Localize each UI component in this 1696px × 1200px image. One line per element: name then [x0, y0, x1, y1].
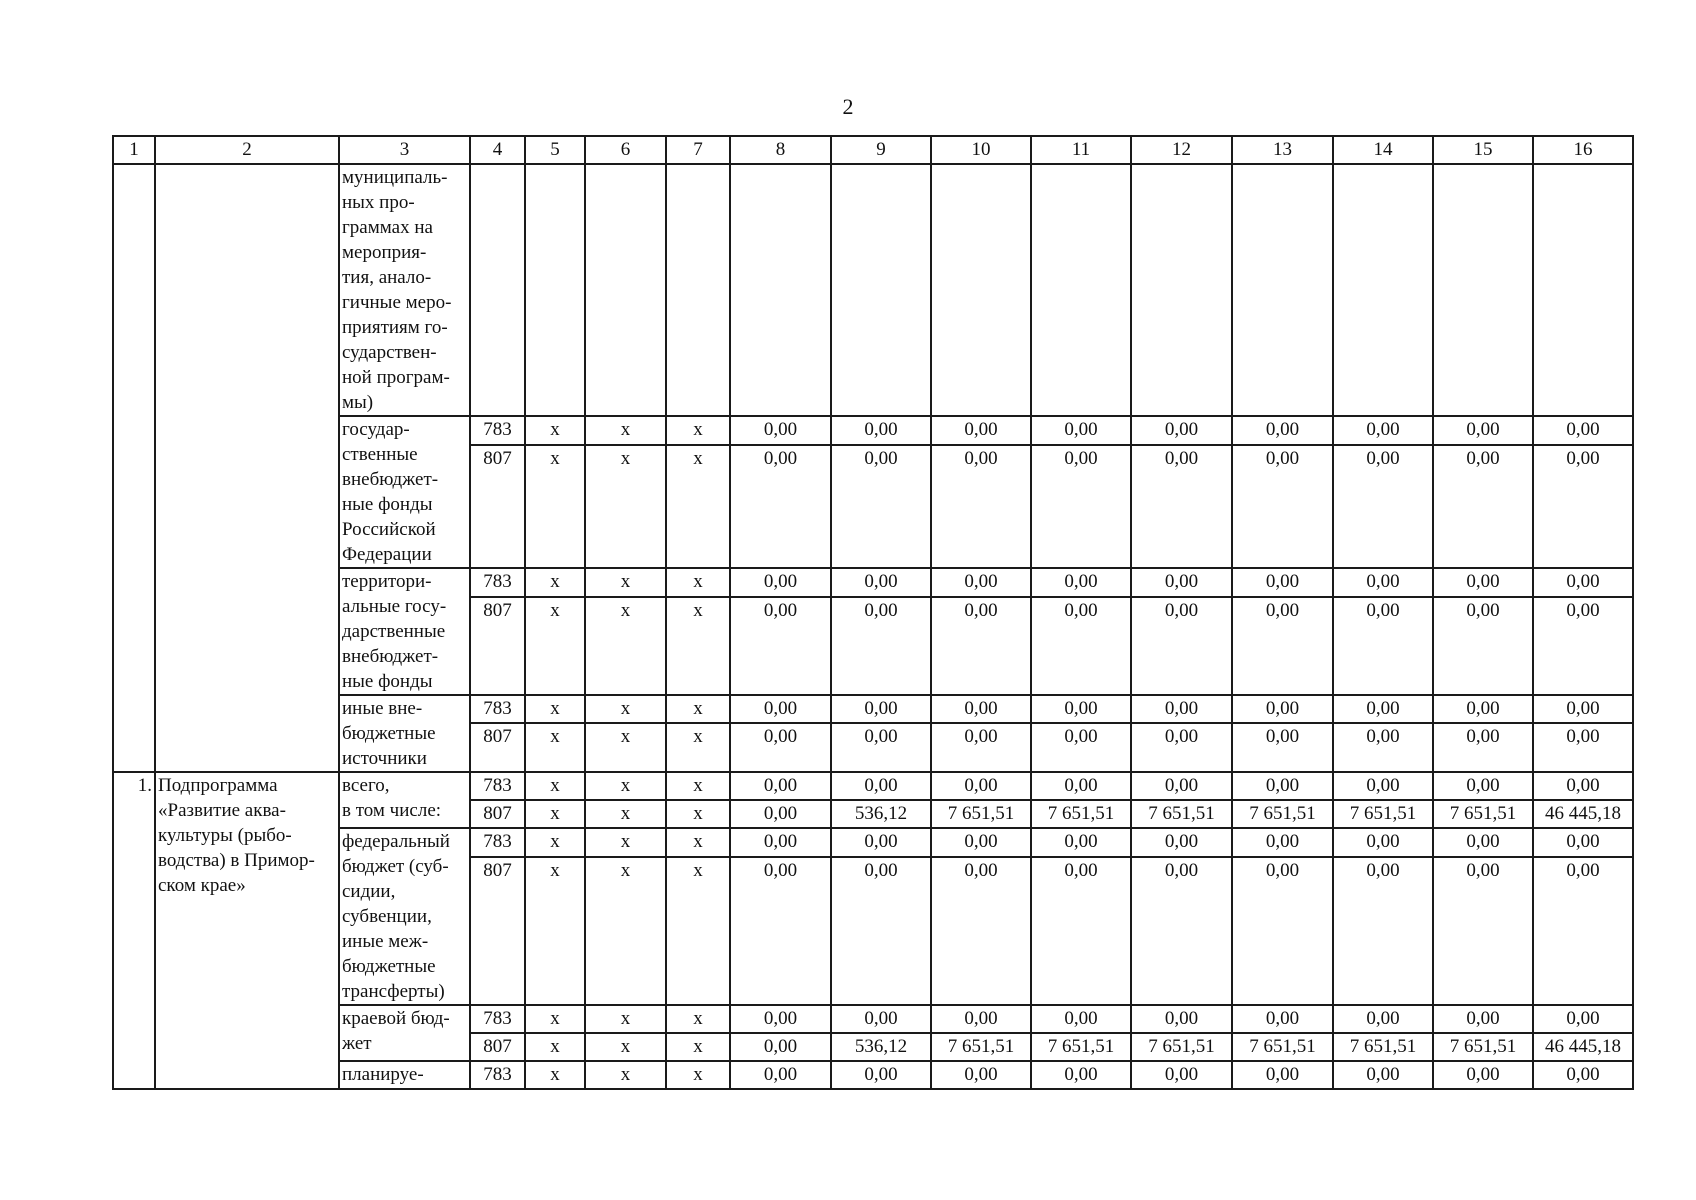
column-header: 14 [1333, 136, 1433, 164]
amount-cell: 0,00 [1031, 416, 1131, 445]
marker-cell: x [585, 772, 666, 800]
amount-cell: 0,00 [1433, 568, 1533, 597]
amount-cell: 0,00 [1533, 772, 1633, 800]
amount-cell: 0,00 [1131, 1061, 1232, 1089]
source-label-cell: территори- альные госу- дарственные внебюджет- ные фонды [339, 568, 470, 695]
marker-cell: x [525, 568, 585, 597]
amount-cell: 0,00 [1533, 568, 1633, 597]
budget-code-cell: 783 [470, 828, 525, 857]
budget-table [112, 135, 1634, 1090]
amount-cell: 0,00 [1433, 416, 1533, 445]
amount-cell: 7 651,51 [1333, 800, 1433, 828]
column-header: 8 [730, 136, 831, 164]
marker-cell: x [585, 800, 666, 828]
amount-cell: 0,00 [1533, 1005, 1633, 1033]
amount-cell: 7 651,51 [1131, 800, 1232, 828]
amount-cell: 0,00 [1131, 597, 1232, 695]
amount-cell: 0,00 [1333, 1005, 1433, 1033]
amount-cell: 0,00 [1333, 416, 1433, 445]
marker-cell: x [666, 800, 730, 828]
amount-cell: 0,00 [1333, 723, 1433, 772]
marker-cell: x [525, 695, 585, 723]
column-header: 5 [525, 136, 585, 164]
amount-cell: 0,00 [1433, 1005, 1533, 1033]
column-header: 12 [1131, 136, 1232, 164]
amount-cell: 7 651,51 [1031, 1033, 1131, 1061]
marker-cell: x [666, 416, 730, 445]
amount-cell: 536,12 [831, 1033, 931, 1061]
amount-cell [1533, 164, 1633, 416]
amount-cell: 0,00 [1131, 416, 1232, 445]
amount-cell: 0,00 [931, 445, 1031, 568]
amount-cell: 0,00 [1232, 1005, 1333, 1033]
amount-cell: 0,00 [1333, 597, 1433, 695]
column-header: 9 [831, 136, 931, 164]
amount-cell: 0,00 [831, 857, 931, 1005]
amount-cell [1232, 164, 1333, 416]
source-label-cell: муниципаль- ных про- граммах на мероприя- тия, анало- гичные меро- приятиям го- сударствен- ной програм- мы) [339, 164, 470, 416]
amount-cell: 0,00 [1031, 597, 1131, 695]
amount-cell: 0,00 [1131, 568, 1232, 597]
amount-cell: 0,00 [1433, 597, 1533, 695]
amount-cell: 0,00 [730, 828, 831, 857]
amount-cell: 0,00 [1232, 857, 1333, 1005]
source-label-cell: краевой бюд- жет [339, 1005, 470, 1061]
program-name-cell: Подпрограмма «Развитие аква- культуры (рыбо- водства) в Примор- ском крае» [155, 772, 339, 1089]
row-number-cell [113, 164, 155, 772]
marker-cell: x [585, 1061, 666, 1089]
amount-cell: 0,00 [1333, 772, 1433, 800]
amount-cell: 46 445,18 [1533, 1033, 1633, 1061]
amount-cell: 0,00 [1232, 1061, 1333, 1089]
marker-cell: x [666, 772, 730, 800]
amount-cell: 0,00 [931, 416, 1031, 445]
marker-cell: x [666, 597, 730, 695]
amount-cell [666, 164, 730, 416]
amount-cell: 7 651,51 [1031, 800, 1131, 828]
amount-cell: 0,00 [1131, 695, 1232, 723]
marker-cell: x [525, 828, 585, 857]
amount-cell: 0,00 [730, 597, 831, 695]
amount-cell: 0,00 [730, 416, 831, 445]
marker-cell: x [585, 857, 666, 1005]
source-label-cell: федеральный бюджет (суб- сидии, субвенции, иные меж- бюджетные трансферты) [339, 828, 470, 1005]
amount-cell: 0,00 [1031, 857, 1131, 1005]
amount-cell: 7 651,51 [1333, 1033, 1433, 1061]
amount-cell: 0,00 [1333, 445, 1433, 568]
amount-cell: 0,00 [730, 445, 831, 568]
amount-cell: 0,00 [730, 857, 831, 1005]
amount-cell [525, 164, 585, 416]
amount-cell: 0,00 [1333, 695, 1433, 723]
amount-cell: 0,00 [1232, 445, 1333, 568]
amount-cell: 0,00 [1232, 695, 1333, 723]
marker-cell: x [666, 828, 730, 857]
amount-cell: 0,00 [1533, 1061, 1633, 1089]
amount-cell: 0,00 [931, 828, 1031, 857]
marker-cell: x [585, 597, 666, 695]
table-row [113, 416, 1633, 445]
amount-cell: 0,00 [831, 723, 931, 772]
amount-cell: 0,00 [931, 695, 1031, 723]
amount-cell: 0,00 [1433, 857, 1533, 1005]
table-row [113, 772, 1633, 800]
amount-cell: 0,00 [1333, 568, 1433, 597]
amount-cell: 0,00 [1031, 723, 1131, 772]
amount-cell: 0,00 [1433, 772, 1533, 800]
amount-cell [831, 164, 931, 416]
source-label-cell: иные вне- бюджетные источники [339, 695, 470, 772]
budget-code-cell: 807 [470, 1033, 525, 1061]
marker-cell: x [525, 445, 585, 568]
amount-cell: 0,00 [730, 723, 831, 772]
amount-cell: 7 651,51 [1433, 1033, 1533, 1061]
amount-cell: 0,00 [1232, 416, 1333, 445]
budget-code-cell: 783 [470, 772, 525, 800]
page-number: 2 [842, 94, 854, 119]
amount-cell: 0,00 [1131, 857, 1232, 1005]
header-row [113, 136, 1633, 164]
budget-code-cell: 783 [470, 695, 525, 723]
marker-cell: x [525, 772, 585, 800]
program-name-cell [155, 164, 339, 772]
amount-cell: 0,00 [831, 568, 931, 597]
amount-cell: 0,00 [1232, 828, 1333, 857]
marker-cell: x [525, 416, 585, 445]
amount-cell: 0,00 [931, 857, 1031, 1005]
amount-cell [1131, 164, 1232, 416]
budget-code-cell: 783 [470, 416, 525, 445]
column-header: 15 [1433, 136, 1533, 164]
budget-code-cell: 807 [470, 857, 525, 1005]
amount-cell: 0,00 [831, 1005, 931, 1033]
amount-cell: 0,00 [1131, 772, 1232, 800]
marker-cell: x [585, 1005, 666, 1033]
amount-cell: 0,00 [1333, 857, 1433, 1005]
table-row [113, 568, 1633, 597]
amount-cell: 7 651,51 [1232, 800, 1333, 828]
amount-cell [931, 164, 1031, 416]
table-row [113, 695, 1633, 723]
table-row [113, 1061, 1633, 1089]
marker-cell: x [666, 857, 730, 1005]
marker-cell: x [525, 1005, 585, 1033]
amount-cell: 0,00 [730, 568, 831, 597]
column-header: 1 [113, 136, 155, 164]
amount-cell: 0,00 [1031, 568, 1131, 597]
amount-cell: 0,00 [931, 1005, 1031, 1033]
amount-cell: 0,00 [1232, 597, 1333, 695]
amount-cell: 0,00 [931, 597, 1031, 695]
amount-cell: 7 651,51 [931, 800, 1031, 828]
amount-cell: 0,00 [730, 1033, 831, 1061]
amount-cell: 0,00 [1533, 695, 1633, 723]
amount-cell [730, 164, 831, 416]
amount-cell [1433, 164, 1533, 416]
amount-cell: 0,00 [1232, 723, 1333, 772]
source-label-cell: планируе- [339, 1061, 470, 1089]
amount-cell: 0,00 [931, 568, 1031, 597]
amount-cell [1031, 164, 1131, 416]
amount-cell: 0,00 [1031, 695, 1131, 723]
amount-cell: 536,12 [831, 800, 931, 828]
amount-cell: 0,00 [1333, 828, 1433, 857]
marker-cell: x [666, 1033, 730, 1061]
marker-cell: x [525, 1033, 585, 1061]
marker-cell: x [666, 445, 730, 568]
marker-cell: x [525, 1061, 585, 1089]
amount-cell: 0,00 [1131, 828, 1232, 857]
amount-cell: 0,00 [831, 445, 931, 568]
amount-cell: 0,00 [931, 1061, 1031, 1089]
amount-cell: 0,00 [1333, 1061, 1433, 1089]
amount-cell: 0,00 [1433, 695, 1533, 723]
amount-cell: 0,00 [1433, 723, 1533, 772]
amount-cell: 0,00 [1533, 416, 1633, 445]
amount-cell: 7 651,51 [1232, 1033, 1333, 1061]
amount-cell [585, 164, 666, 416]
table-row [113, 828, 1633, 857]
column-header: 7 [666, 136, 730, 164]
amount-cell: 0,00 [1232, 772, 1333, 800]
amount-cell: 0,00 [831, 1061, 931, 1089]
marker-cell: x [666, 568, 730, 597]
amount-cell: 0,00 [831, 695, 931, 723]
marker-cell: x [585, 416, 666, 445]
marker-cell: x [525, 723, 585, 772]
marker-cell: x [585, 723, 666, 772]
budget-code-cell: 807 [470, 723, 525, 772]
amount-cell: 0,00 [1031, 1061, 1131, 1089]
amount-cell: 0,00 [931, 723, 1031, 772]
column-header: 2 [155, 136, 339, 164]
amount-cell: 0,00 [1533, 723, 1633, 772]
row-number-cell: 1. [113, 772, 155, 1089]
marker-cell: x [525, 800, 585, 828]
budget-code-cell: 783 [470, 1061, 525, 1089]
marker-cell: x [585, 828, 666, 857]
column-header: 3 [339, 136, 470, 164]
amount-cell: 0,00 [1031, 772, 1131, 800]
budget-code-cell: 807 [470, 597, 525, 695]
marker-cell: x [585, 1033, 666, 1061]
table-row [113, 1005, 1633, 1033]
amount-cell: 0,00 [1433, 1061, 1533, 1089]
amount-cell: 0,00 [831, 828, 931, 857]
amount-cell: 0,00 [1533, 597, 1633, 695]
marker-cell: x [666, 1061, 730, 1089]
column-header: 11 [1031, 136, 1131, 164]
amount-cell: 0,00 [1031, 1005, 1131, 1033]
amount-cell: 0,00 [831, 416, 931, 445]
marker-cell: x [666, 695, 730, 723]
budget-code-cell: 783 [470, 568, 525, 597]
amount-cell: 0,00 [1232, 568, 1333, 597]
column-header: 16 [1533, 136, 1633, 164]
marker-cell: x [585, 695, 666, 723]
source-label-cell: государ- ственные внебюджет- ные фонды Российской Федерации [339, 416, 470, 568]
amount-cell: 0,00 [1131, 723, 1232, 772]
amount-cell: 7 651,51 [931, 1033, 1031, 1061]
budget-code-cell: 807 [470, 445, 525, 568]
amount-cell: 0,00 [730, 695, 831, 723]
amount-cell: 0,00 [1131, 1005, 1232, 1033]
marker-cell: x [666, 723, 730, 772]
amount-cell: 0,00 [1131, 445, 1232, 568]
column-header: 10 [931, 136, 1031, 164]
amount-cell: 0,00 [730, 800, 831, 828]
amount-cell: 0,00 [1031, 445, 1131, 568]
amount-cell: 0,00 [1433, 445, 1533, 568]
amount-cell: 7 651,51 [1131, 1033, 1232, 1061]
marker-cell: x [525, 597, 585, 695]
amount-cell [1333, 164, 1433, 416]
amount-cell: 7 651,51 [1433, 800, 1533, 828]
amount-cell: 0,00 [1533, 828, 1633, 857]
budget-code-cell: 807 [470, 800, 525, 828]
amount-cell [470, 164, 525, 416]
marker-cell: x [525, 857, 585, 1005]
amount-cell: 0,00 [931, 772, 1031, 800]
budget-code-cell: 783 [470, 1005, 525, 1033]
amount-cell: 0,00 [1031, 828, 1131, 857]
marker-cell: x [666, 1005, 730, 1033]
table-row [113, 164, 1633, 416]
amount-cell: 0,00 [831, 772, 931, 800]
source-label-cell: всего, в том числе: [339, 772, 470, 828]
amount-cell: 0,00 [1533, 445, 1633, 568]
column-header: 6 [585, 136, 666, 164]
amount-cell: 46 445,18 [1533, 800, 1633, 828]
amount-cell: 0,00 [1433, 828, 1533, 857]
amount-cell: 0,00 [1533, 857, 1633, 1005]
marker-cell: x [585, 568, 666, 597]
amount-cell: 0,00 [831, 597, 931, 695]
column-header: 4 [470, 136, 525, 164]
amount-cell: 0,00 [730, 1005, 831, 1033]
amount-cell: 0,00 [730, 772, 831, 800]
column-header: 13 [1232, 136, 1333, 164]
amount-cell: 0,00 [730, 1061, 831, 1089]
marker-cell: x [585, 445, 666, 568]
